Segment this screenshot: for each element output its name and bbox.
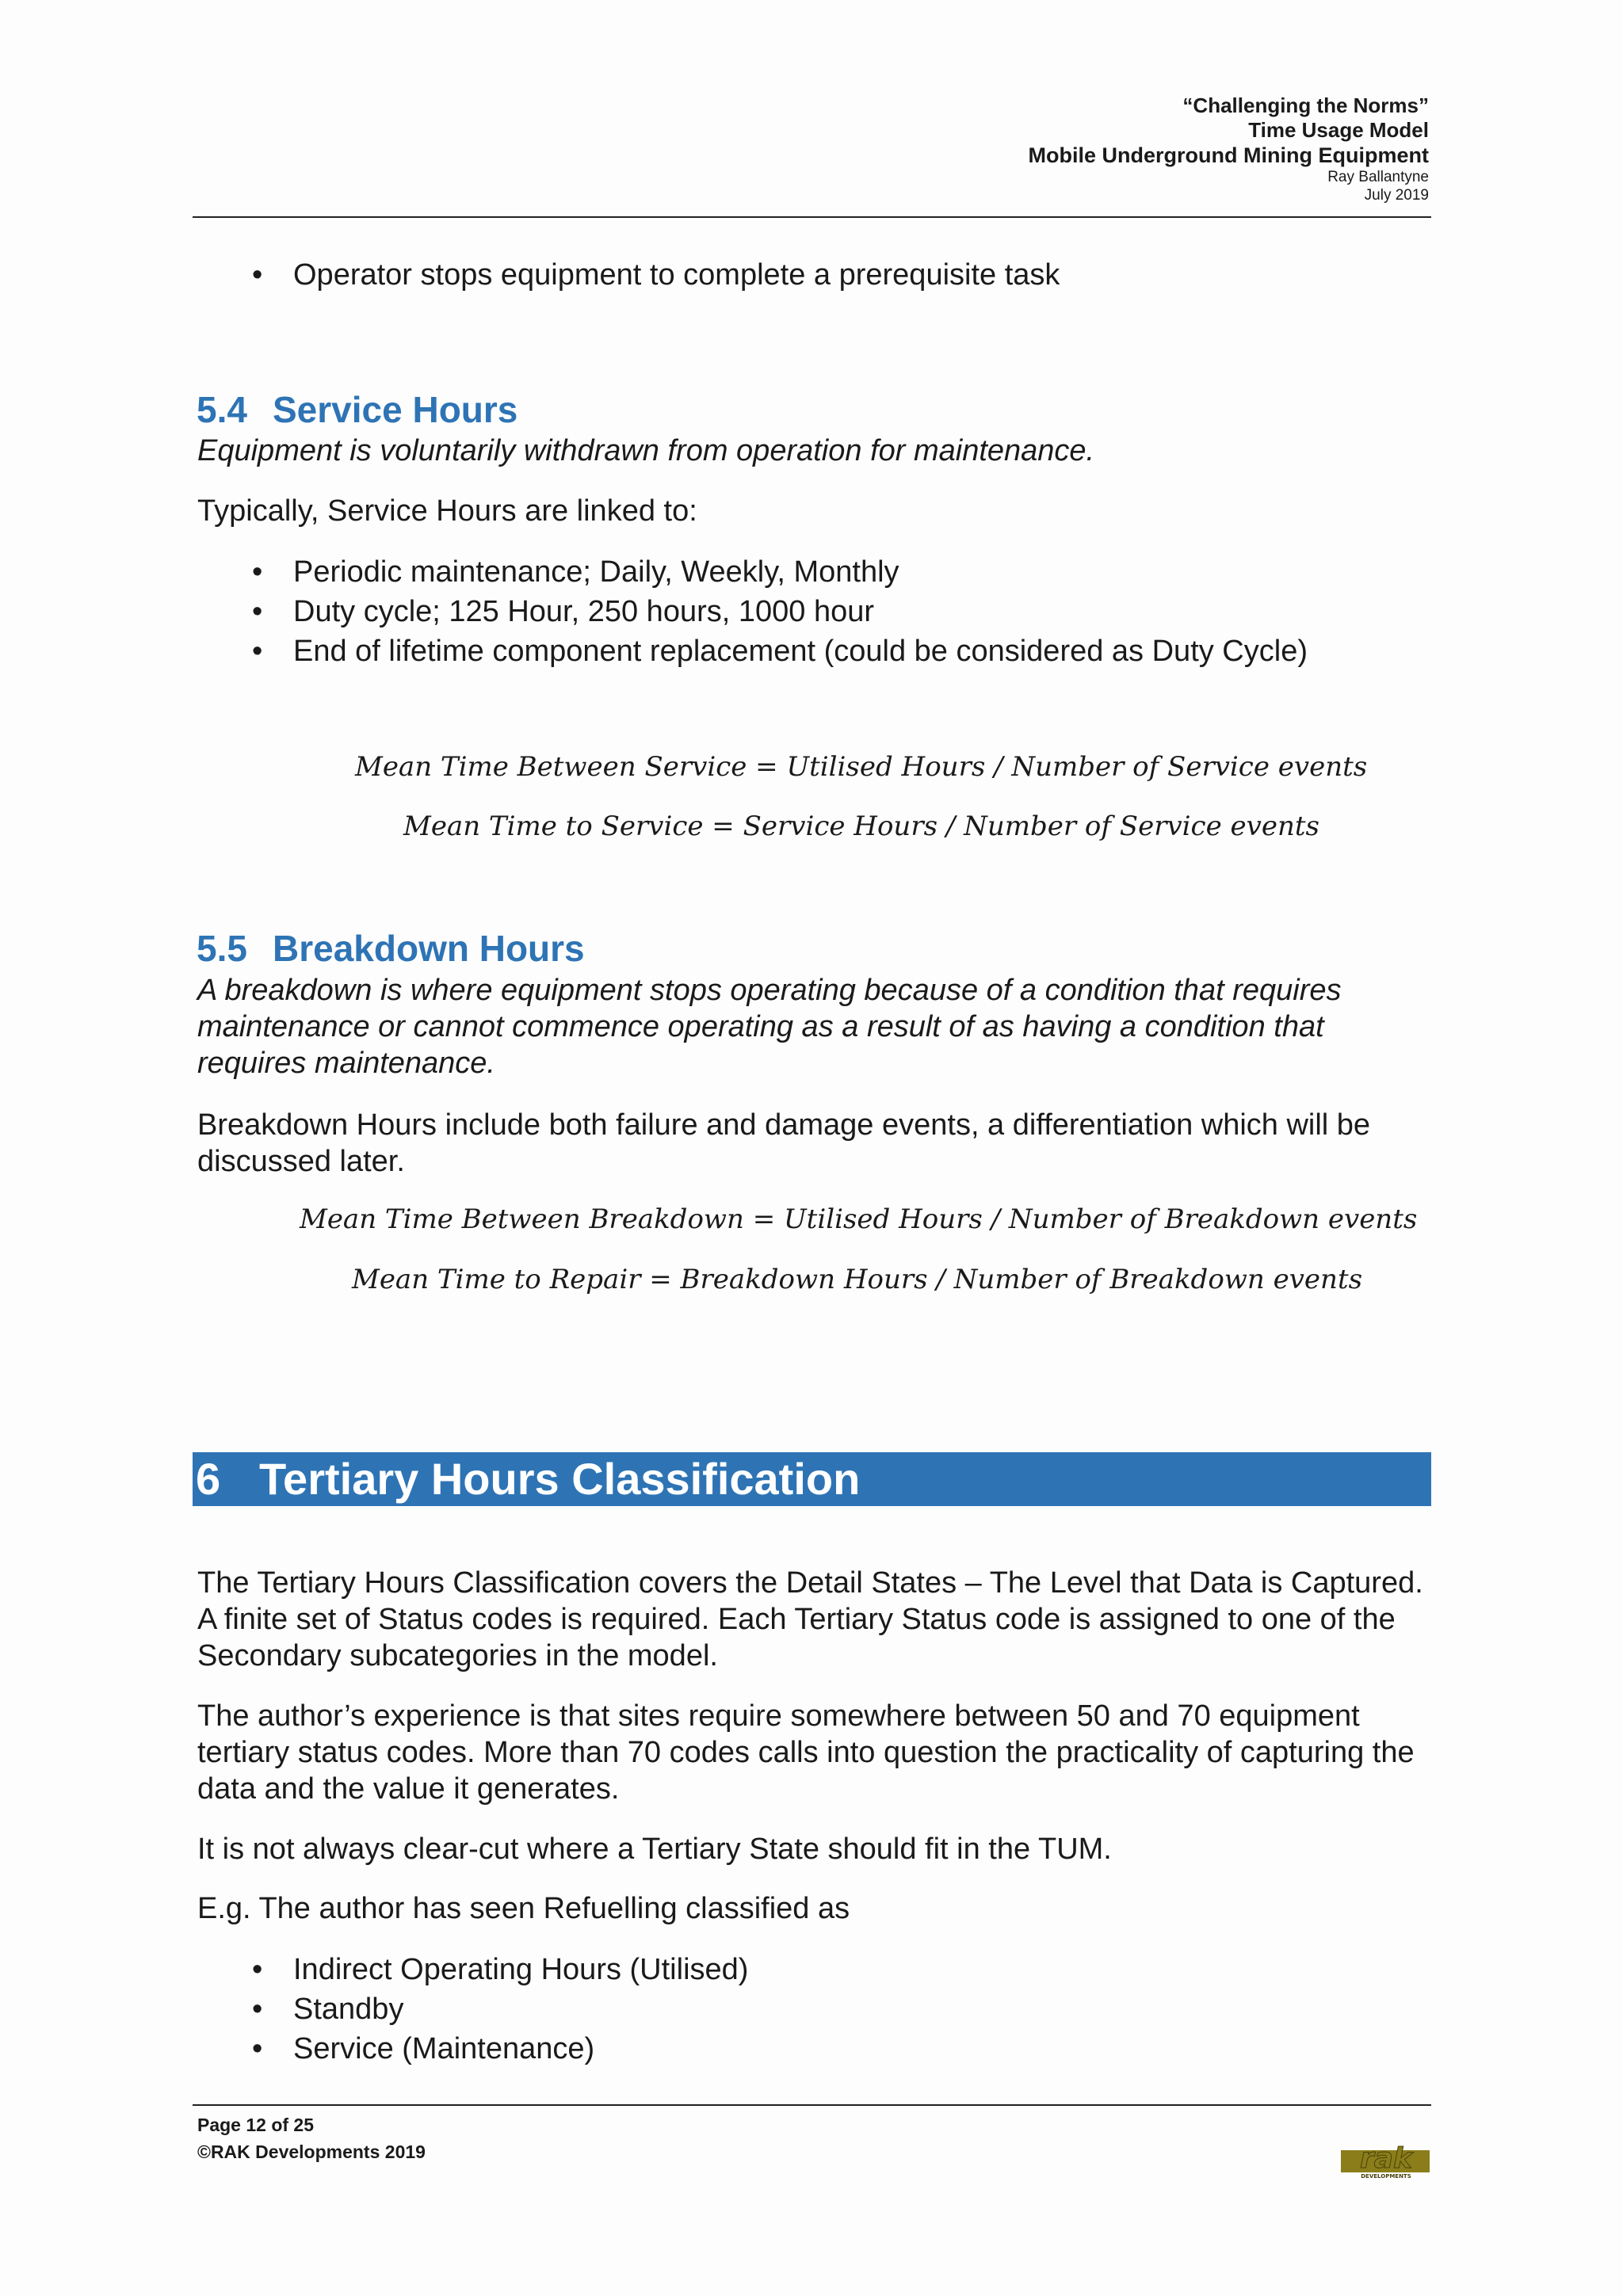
section-number: 5.4 — [197, 389, 247, 430]
header-date: July 2019 — [1364, 186, 1429, 204]
paragraph-line: The author’s experience is that sites require somewhere between 50 and 70 equipment — [197, 1699, 1360, 1733]
header-divider — [193, 216, 1431, 218]
section-paragraph: It is not always clear-cut where a Tertiary State should fit in the TUM. — [197, 1833, 1112, 1866]
page-number: Page 12 of 25 — [197, 2115, 315, 2135]
paragraph-line: A finite set of Status codes is required. Each Tertiary Status code is assigned to one of the — [197, 1603, 1396, 1636]
list-item: • Periodic maintenance; Daily, Weekly, Monthly — [197, 552, 1308, 592]
definition-line: maintenance or cannot commence operating as a result of as having a condition that — [197, 1010, 1324, 1043]
section-intro: Typically, Service Hours are linked to: — [197, 494, 697, 528]
header-title: “Challenging the Norms” — [1182, 93, 1429, 117]
service-bullet-list — [197, 552, 1308, 671]
page-footer — [197, 2111, 426, 2165]
section-number: 5.5 — [197, 928, 247, 969]
formula-mtbs: Mean Time Between Service = Utilised Hours / Number of Service events — [355, 751, 1368, 783]
header-topic: Mobile Underground Mining Equipment — [1028, 143, 1429, 168]
section-heading-5-4 — [197, 388, 517, 431]
section-heading-5-5 — [197, 927, 585, 970]
chapter-number: 6 — [196, 1454, 221, 1504]
section-title: Breakdown Hours — [273, 928, 585, 969]
section-paragraph — [197, 1107, 1370, 1180]
chapter-title: Tertiary Hours Classification — [259, 1454, 861, 1504]
section-title: Service Hours — [273, 389, 518, 430]
formula-mttr: Mean Time to Repair = Breakdown Hours / Number of Breakdown events — [352, 1264, 1363, 1295]
section-paragraph — [197, 1698, 1415, 1807]
paragraph-line: The Tertiary Hours Classification covers the Detail States – The Level that Data is Captured. — [197, 1566, 1423, 1600]
list-item: • Service (Maintenance) — [197, 2029, 748, 2069]
list-item: • Standby — [197, 1989, 748, 2029]
section-definition: Equipment is voluntarily withdrawn from operation for maintenance. — [197, 434, 1095, 467]
paragraph-line: data and the value it generates. — [197, 1772, 620, 1806]
logo-subtext: DEVELOPMENTS — [1361, 2173, 1411, 2180]
chapter-heading-6 — [193, 1452, 1431, 1506]
paragraph-line: Secondary subcategories in the model. — [197, 1639, 718, 1672]
footer-divider — [193, 2104, 1431, 2106]
list-item: • Operator stops equipment to complete a prerequisite task — [197, 255, 1060, 295]
paragraph-line: Breakdown Hours include both failure and damage events, a differentiation which will be — [197, 1108, 1371, 1142]
list-item: • End of lifetime component replacement (could be considered as Duty Cycle) — [197, 631, 1308, 671]
definition-line: requires maintenance. — [197, 1047, 495, 1080]
formula-mtts: Mean Time to Service = Service Hours / Number of Service events — [403, 810, 1319, 842]
rak-logo — [1336, 2136, 1436, 2180]
refuelling-bullet-list — [197, 1950, 748, 2069]
section-definition — [197, 972, 1341, 1081]
header-author: Ray Ballantyne — [1327, 168, 1429, 185]
paragraph-line: tertiary status codes. More than 70 codes calls into question the practicality of capturing the — [197, 1736, 1415, 1769]
section-paragraph — [197, 1565, 1423, 1674]
definition-line: A breakdown is where equipment stops operating because of a condition that requires — [197, 974, 1342, 1007]
copyright: ©RAK Developments 2019 — [197, 2142, 426, 2162]
page-header — [1029, 93, 1429, 204]
paragraph-line: discussed later. — [197, 1145, 405, 1178]
section-paragraph: E.g. The author has seen Refuelling classified as — [197, 1892, 850, 1925]
header-subtitle: Time Usage Model — [1248, 118, 1429, 143]
list-item: • Indirect Operating Hours (Utilised) — [197, 1950, 748, 1989]
top-bullet-list — [197, 255, 1060, 295]
logo-text: rak — [1360, 2142, 1412, 2175]
list-item: • Duty cycle; 125 Hour, 250 hours, 1000 hour — [197, 592, 1308, 631]
formula-mtbb: Mean Time Between Breakdown = Utilised Hours / Number of Breakdown events — [300, 1203, 1418, 1235]
